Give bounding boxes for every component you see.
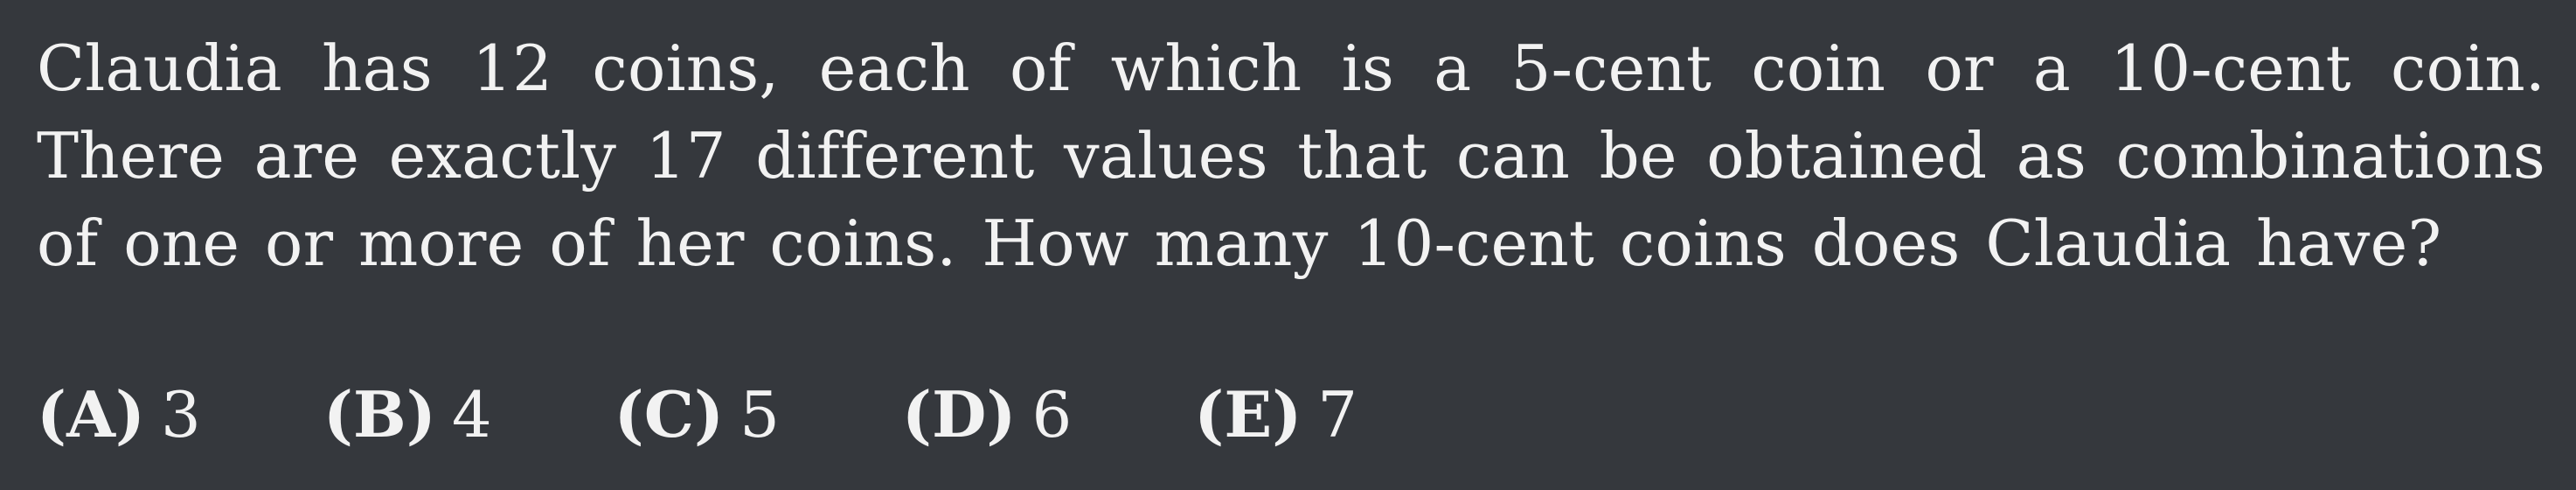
problem-text: Claudia has 12 coins, each of which is a 5-cent coin or a 10-cent coin. There are exactly 17 different values that can be obtained as combinations of one or more of her coins. How many 10-cent coins does Claudia have? (37, 32, 2545, 280)
choice-letter: (C) (614, 376, 725, 452)
choice-e (1194, 377, 1357, 452)
choice-value: 6 (1031, 377, 1073, 452)
choice-c (614, 377, 780, 452)
choice-a (37, 377, 201, 452)
choice-value: 4 (451, 377, 492, 452)
choice-value: 7 (1317, 377, 1358, 452)
choice-d (902, 377, 1072, 452)
choice-letter: (B) (323, 376, 436, 452)
choice-b (323, 377, 492, 452)
choice-value: 3 (161, 377, 201, 452)
choice-letter: (A) (37, 376, 145, 452)
choice-letter: (D) (901, 376, 1017, 452)
answer-choices (37, 366, 1357, 462)
choice-letter: (E) (1194, 376, 1302, 452)
choice-value: 5 (739, 377, 780, 452)
